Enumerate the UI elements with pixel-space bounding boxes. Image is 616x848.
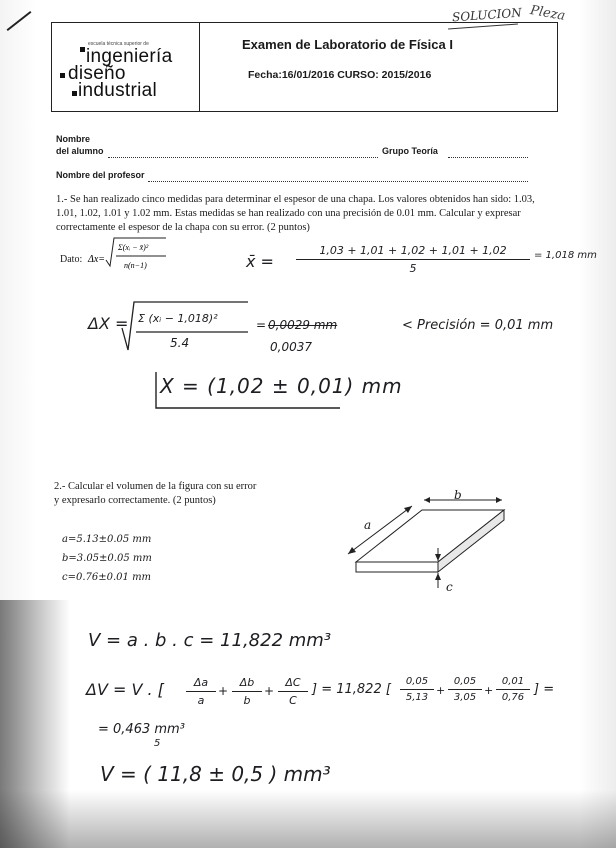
num-error-b-num: 0,05 [453,676,477,687]
volume-formula: V = a . b . c = 11,822 mm³ [88,630,332,651]
rel-error-a [186,676,216,707]
num-error-a [400,676,434,703]
rel-error-b [232,676,262,707]
error-lhs: ΔX = [88,314,129,333]
mean-fraction [296,244,530,275]
rel-error-c-num: ΔC [285,676,301,689]
question-1-text: 1.- Se han realizado cinco medidas para determinar el espesor de una chapa. Los valores obtenidos han sido: 1.03, 1.01, 1.02, 1.01 y 1.02 mm. Estas medidas se han realizado con una precisión de 0.01 mm. Calcular y expresar correctamente el espesor de la chapa con su error. (2 puntos) [56,194,535,233]
logo-line-2: diseño [68,63,126,84]
formula-label: Dato: [60,254,83,265]
rel-error-b-den: b [243,694,251,707]
error-volume-subscript: 5 [154,738,161,749]
student-name-field[interactable] [108,156,378,158]
num-error-c-den: 0,76 [501,692,525,703]
num-error-a-den: 5,13 [405,692,429,703]
data-a: a=5.13±0.05 mm [62,534,152,545]
svg-text:Δx=: Δx= [88,254,106,265]
stamp-initials: Pleza [528,3,567,24]
logo-dot-3 [72,91,77,96]
group-field[interactable] [448,156,528,158]
error-volume-middle: ] = 11,822 [ [312,682,391,697]
q1-answer: X = (1,02 ± 0,01) mm [160,374,403,398]
svg-text:n(n−1): n(n−1) [124,261,147,270]
plus-4: + [484,684,494,697]
plus-3: + [436,684,446,697]
mean-denominator: 5 [409,262,417,275]
rel-error-a-num: Δa [193,676,209,689]
teacher-label: Nombre del profesor [56,170,145,180]
student-label: del alumno [56,146,104,156]
num-error-b-den: 3,05 [453,692,477,703]
bar [448,689,482,690]
num-error-a-num: 0,05 [405,676,429,687]
scan-shadow-bottom [0,790,616,848]
label-c: c [446,580,453,594]
bar [496,689,530,690]
bar [278,691,308,692]
std-error-formula [88,232,168,284]
mean-result: = 1,018 mm [534,250,597,261]
rel-error-a-den: a [197,694,205,707]
label-a: a [364,518,372,532]
mean-symbol: x̄ = [246,252,274,271]
error-denominator: 5.4 [170,336,190,350]
q2-answer: V = ( 11,8 ± 0,5 ) mm³ [100,762,331,786]
error-volume-value: = 0,463 mm³ [98,722,185,737]
rel-error-b-num: Δb [239,676,255,689]
data-c: c=0.76±0.01 mm [62,572,152,583]
fraction-bar [296,259,530,260]
q1-answer-box [150,368,350,412]
logo-dot-2 [60,73,65,78]
error-value: 0,0029 mm [268,318,338,332]
exam-header [51,22,558,112]
mean-numerator: 1,03 + 1,01 + 1,02 + 1,01 + 1,02 [319,244,507,257]
rel-error-c [278,676,308,707]
plus-2: + [264,684,275,698]
rel-error-c-den: C [289,694,297,707]
school-logo [52,23,200,111]
num-error-c [496,676,530,703]
logo-dot-1 [80,47,85,52]
exam-date-course: Fecha:16/01/2016 CURSO: 2015/2016 [248,69,432,81]
svg-text:Σ (xᵢ − 1,018)²: Σ (xᵢ − 1,018)² [138,312,218,325]
svg-text:Σ(xᵢ − x̄)²: Σ(xᵢ − x̄)² [118,243,149,252]
label-b: b [454,488,462,502]
teacher-field[interactable] [148,180,528,182]
bar [232,691,262,692]
question-2-text: 2.- Calcular el volumen de la figura con su error y expresarlo correctamente. (2 puntos) [54,481,257,506]
precision-comparison: < Precisión = 0,01 mm [402,318,554,333]
data-b: b=3.05±0.05 mm [62,553,152,564]
bar [186,691,216,692]
num-error-b [448,676,482,703]
solution-stamp: SOLUCION [451,5,523,25]
corner-pen-mark [7,11,32,31]
logo-line-1: ingeniería [86,46,173,67]
group-label: Grupo Teoría [382,146,438,156]
name-label: Nombre [56,134,91,144]
error-volume-lhs: ΔV = V . [ [86,680,164,699]
equals-sign: = [256,318,267,332]
num-error-c-num: 0,01 [501,676,525,687]
logo-line-3: industrial [78,80,158,101]
plus-1: + [218,684,229,698]
exam-title: Examen de Laboratorio de Física I [242,37,453,52]
error-value-corrected: 0,0037 [270,340,312,354]
logo-small-text: escuela técnica superior de [88,41,149,47]
bar [400,689,434,690]
error-volume-end: ] = [534,682,555,697]
